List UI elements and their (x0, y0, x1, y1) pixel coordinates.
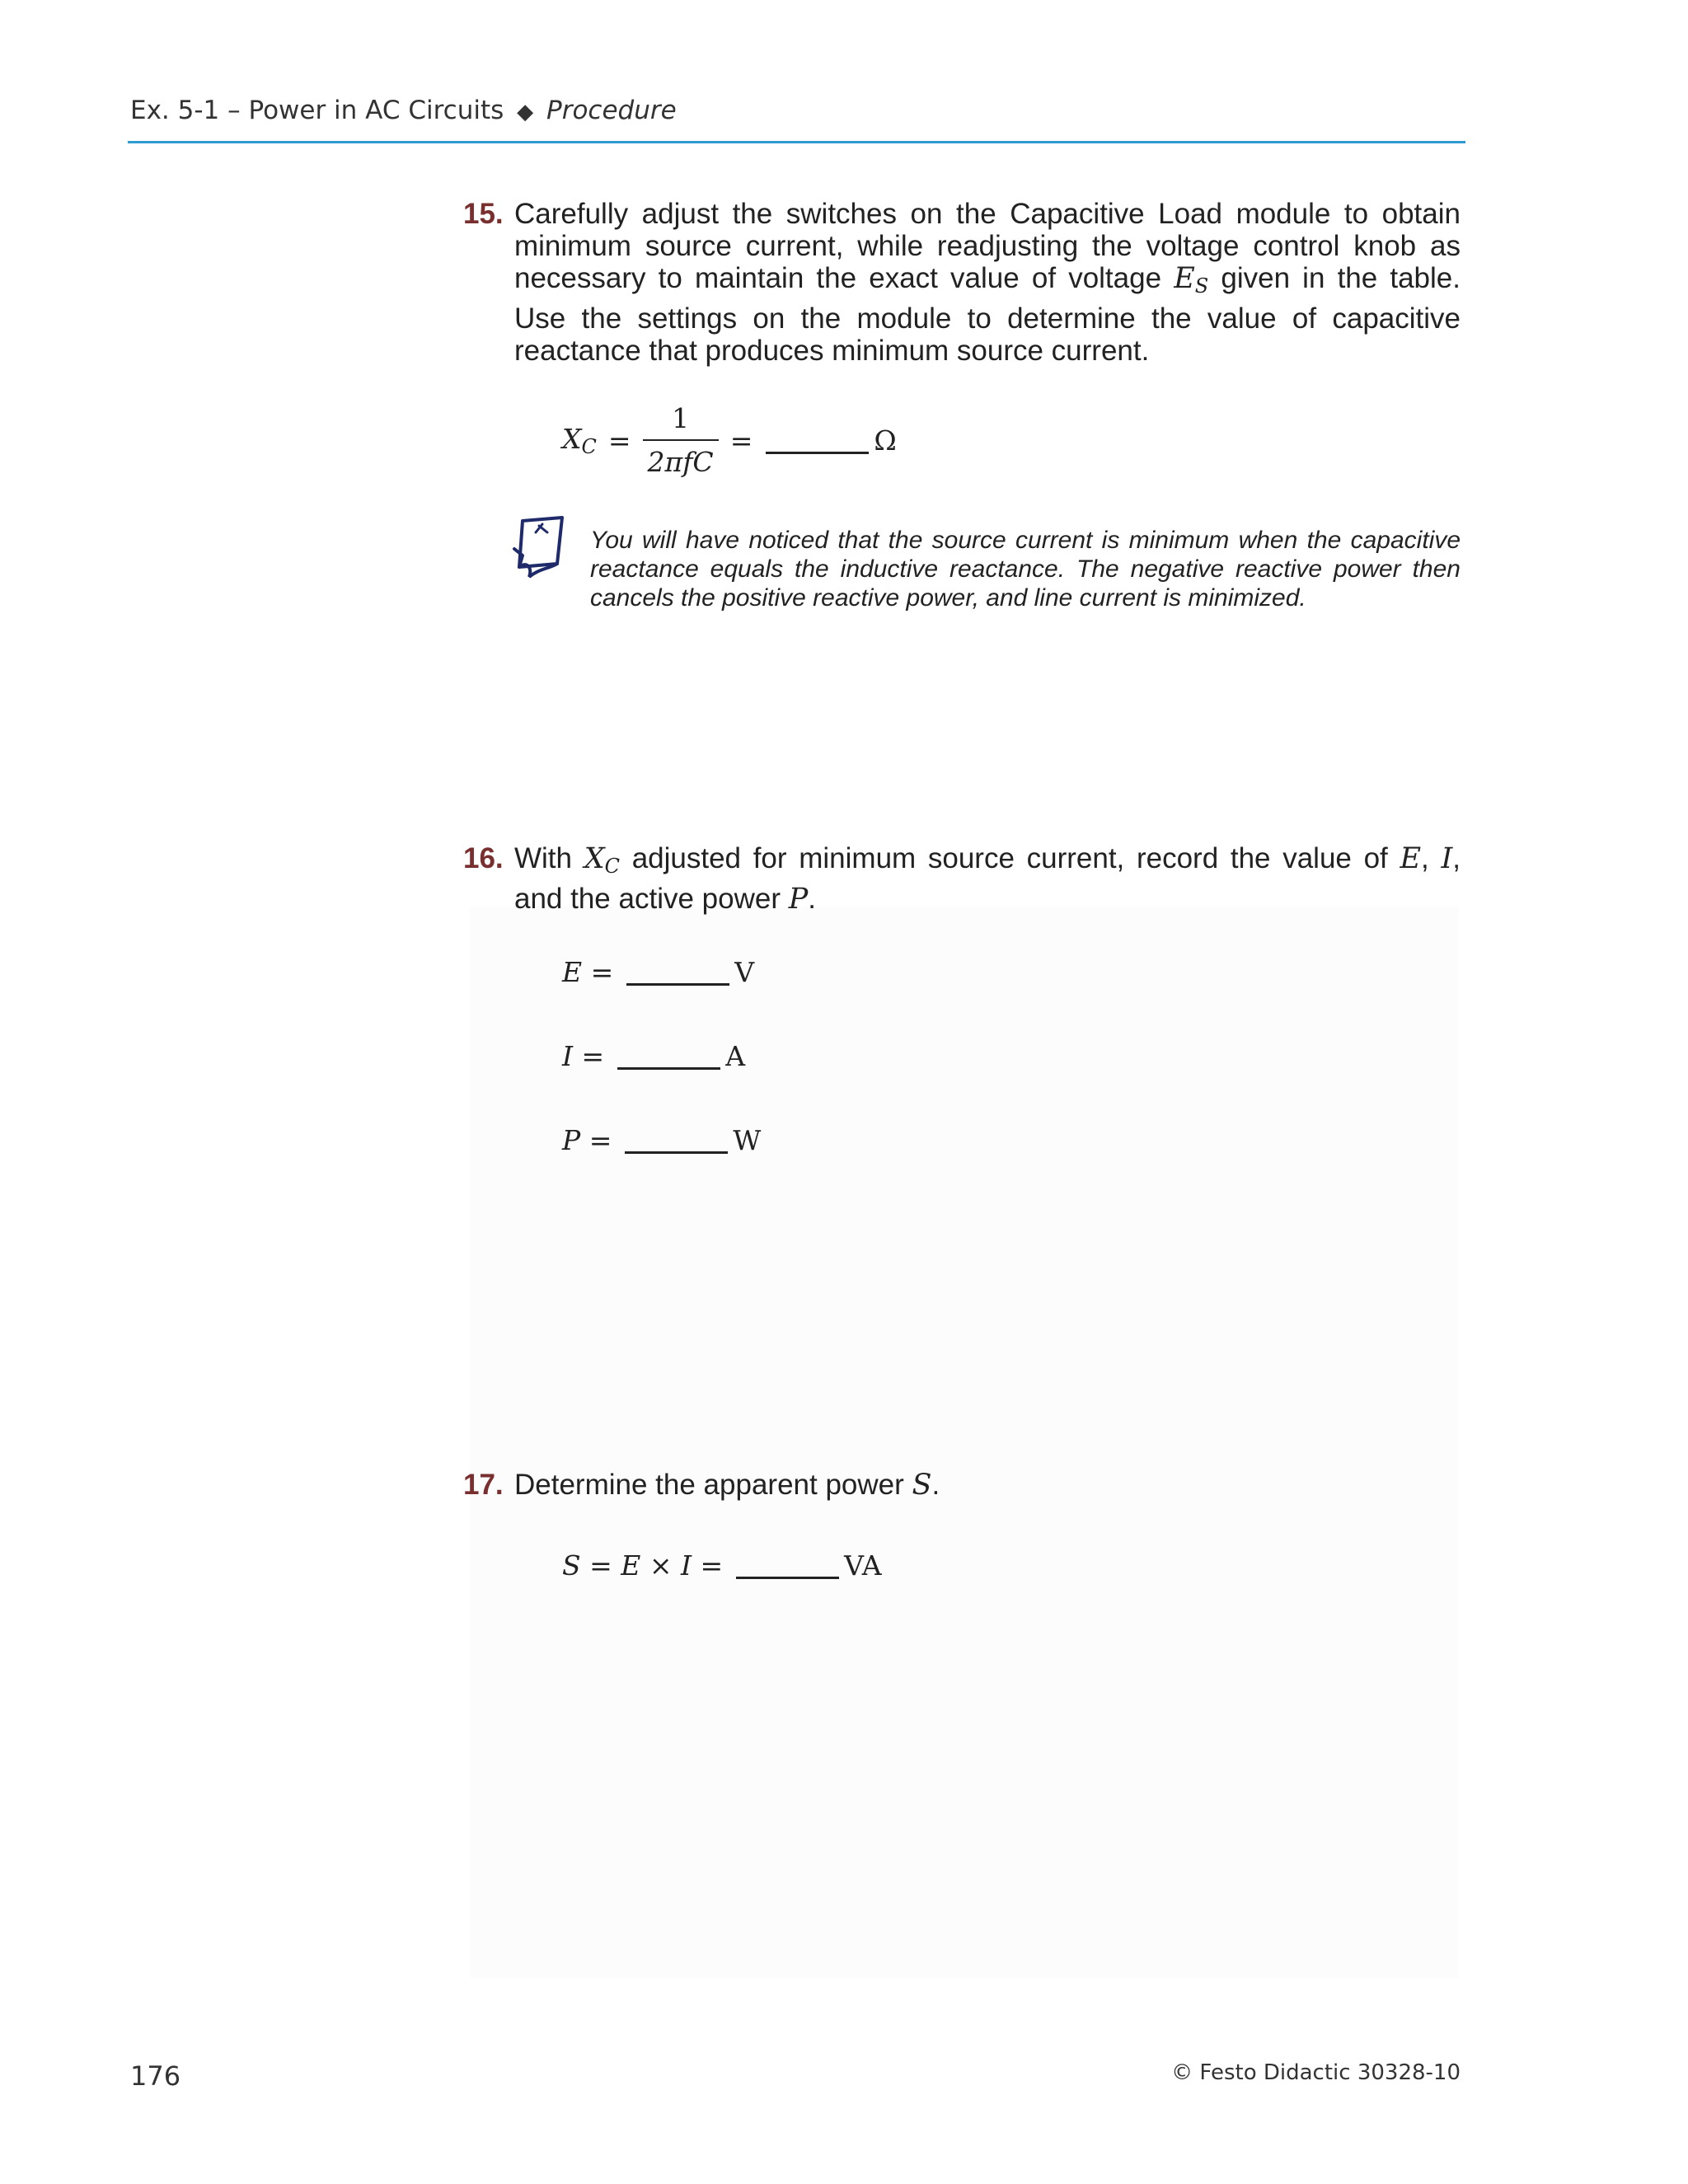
step-15 (463, 198, 1461, 367)
step-text: With $X_C$ adjusted for minimum source current, record the value of E, I, and the active power P. (514, 842, 1461, 916)
math-var: $E_S$ (1174, 262, 1209, 298)
unit-label: Ω (874, 424, 897, 457)
answer-blank[interactable] (766, 427, 869, 454)
unit-label: W (733, 1124, 762, 1156)
unit-label: VA (844, 1549, 882, 1582)
math-lhs: $X_C$ (562, 422, 597, 458)
running-header (130, 96, 1465, 125)
step-17 (463, 1469, 1461, 1502)
step-number: 15. (463, 198, 504, 230)
unit-label: A (725, 1040, 746, 1072)
math-lhs: E = (562, 956, 614, 988)
math-var: S (912, 1469, 932, 1502)
math-var: $X_C$ (584, 842, 620, 878)
math-lhs: P = (562, 1124, 612, 1156)
math-lhs: S = E × I = (562, 1549, 724, 1582)
equals-sign: = (607, 424, 631, 457)
header-rule (128, 141, 1465, 143)
reactance-equation (562, 402, 897, 478)
answer-blank[interactable] (617, 1043, 720, 1070)
page-number: 176 (130, 2060, 181, 2092)
answer-blank[interactable] (626, 958, 729, 986)
equation-e (562, 956, 754, 988)
fraction-denominator: 2πfC (643, 439, 719, 478)
header-exercise: Ex. 5-1 – Power in AC Circuits (130, 96, 504, 125)
equation-i (562, 1040, 745, 1072)
math-lhs: I = (562, 1040, 605, 1072)
step-text: Determine the apparent power S. (514, 1469, 940, 1502)
equation-p (562, 1124, 761, 1156)
math-var: P (788, 883, 809, 916)
answer-blank[interactable] (736, 1552, 839, 1579)
math-var: I (1441, 842, 1453, 875)
fraction-numerator: 1 (672, 402, 690, 434)
math-var: E (1400, 842, 1422, 875)
step-16 (463, 842, 1461, 916)
diamond-icon: ◆ (517, 100, 534, 124)
apparent-power-equation (562, 1549, 882, 1582)
note-text: You will have noticed that the source current is minimum when the capacitive reactance equals the inductive reactance. The negative reactive power then cancels the positive reactive power, and line current is minimized. (590, 527, 1461, 612)
header-section: Procedure (546, 96, 677, 125)
step-text: Carefully adjust the switches on the Capacitive Load module to obtain minimum source current, while readjusting the voltage control knob as necessary to maintain the exact value of voltage $E_S$ given in the table. Use the settings on the module to determine the value of capacitive reactance that produces minimum source current. (514, 198, 1461, 367)
answer-blank[interactable] (625, 1127, 728, 1154)
step-number: 17. (463, 1469, 504, 1501)
fraction (643, 402, 719, 478)
unit-label: V (734, 956, 755, 988)
note-pencil-icon (511, 514, 570, 580)
step-number: 16. (463, 842, 504, 874)
copyright: © Festo Didactic 30328-10 (1171, 2060, 1461, 2085)
equals-sign: = (729, 424, 753, 457)
